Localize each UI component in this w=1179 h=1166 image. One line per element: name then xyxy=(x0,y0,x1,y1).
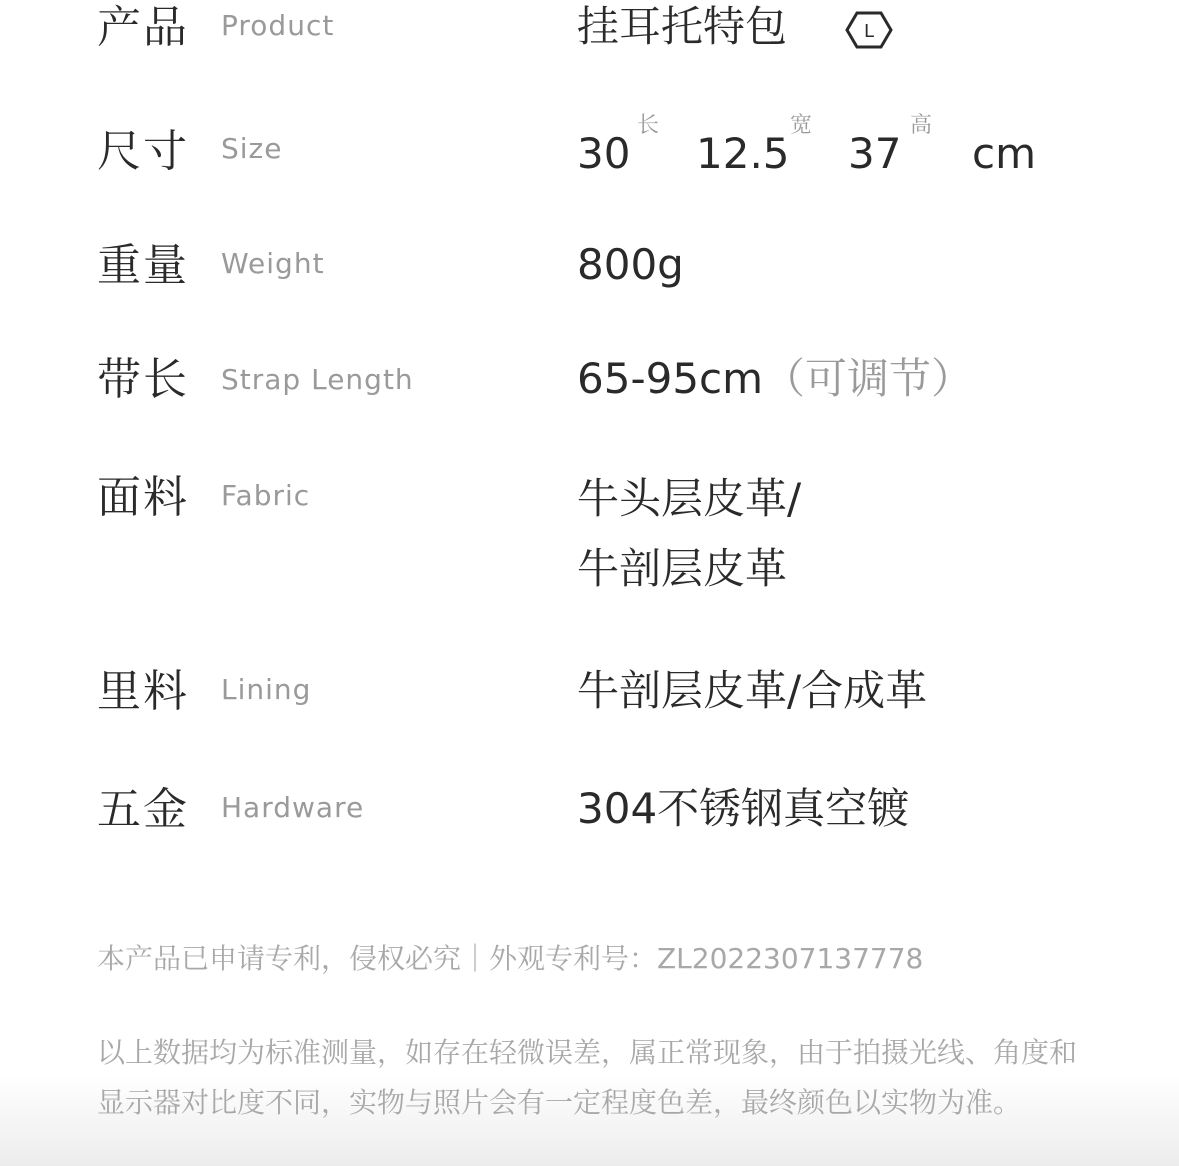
size-width: 12.5 xyxy=(696,129,790,178)
size-unit: cm xyxy=(972,129,1037,178)
spec-label-zh: 五金 xyxy=(97,784,189,835)
spec-label-zh: 面料 xyxy=(97,472,189,523)
strap-note: （可调节） xyxy=(763,354,974,403)
spec-label-zh: 重量 xyxy=(97,240,189,291)
hexagon-L-icon xyxy=(845,10,893,54)
spec-label-en: Size xyxy=(221,132,283,165)
strap-range: 65-95cm xyxy=(577,354,764,403)
size-height: 37 xyxy=(848,129,902,178)
spec-label-en: Strap Length xyxy=(221,363,414,396)
spec-label-en: Hardware xyxy=(221,791,365,824)
spec-label-zh: 产品 xyxy=(97,2,189,53)
lining-value: 牛剖层皮革/合成革 xyxy=(577,666,928,715)
strap-value xyxy=(577,354,974,403)
hardware-value: 304不锈钢真空镀 xyxy=(577,784,910,833)
weight-value: 800g xyxy=(577,240,684,289)
size-length-label: 长 xyxy=(637,113,660,138)
badge-letter: L xyxy=(863,21,875,42)
spec-label-en: Product xyxy=(221,9,335,42)
spec-label-en: Weight xyxy=(221,247,325,280)
size-height-label: 高 xyxy=(910,113,933,138)
spec-label-zh: 里料 xyxy=(97,666,189,717)
spec-label-zh: 尺寸 xyxy=(97,126,189,177)
product-name: 挂耳托特包 xyxy=(577,2,788,51)
spec-label-zh: 带长 xyxy=(97,354,189,405)
size-width-label: 宽 xyxy=(790,113,813,138)
fabric-line-1: 牛头层皮革/ xyxy=(577,474,802,523)
disclaimer-text: 以上数据均为标准测量，如存在轻微误差，属正常现象，由于拍摄光线、角度和显示器对比度不同，实物与照片会有一定程度色差，最终颜色以实物为准。 xyxy=(97,1036,1078,1119)
fabric-line-2: 牛剖层皮革 xyxy=(577,544,788,593)
patent-notice: 本产品已申请专利，侵权必究｜外观专利号：ZL2022307137778 xyxy=(97,942,924,975)
size-length: 30 xyxy=(577,129,631,178)
spec-label-en: Lining xyxy=(221,673,312,706)
spec-label-en: Fabric xyxy=(221,479,311,512)
